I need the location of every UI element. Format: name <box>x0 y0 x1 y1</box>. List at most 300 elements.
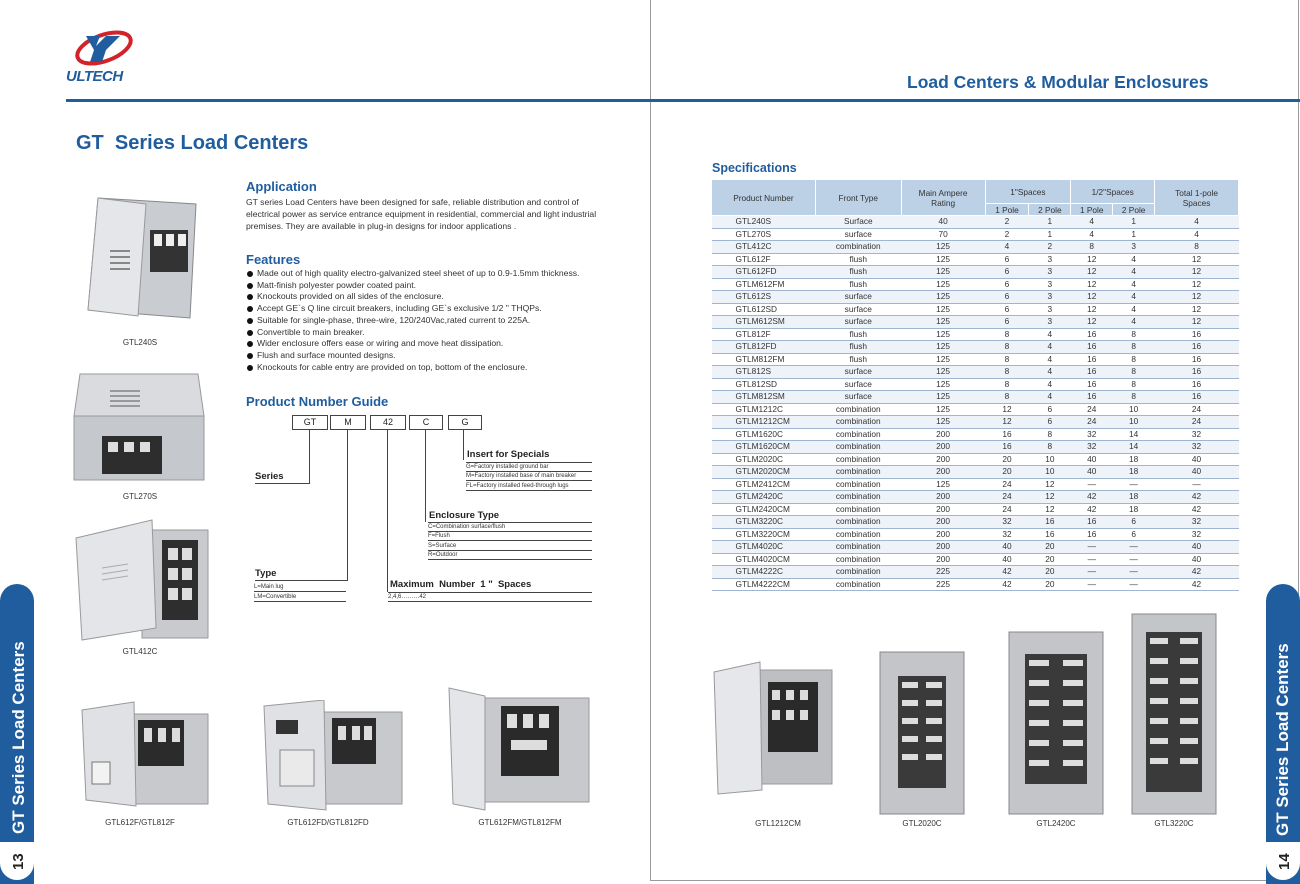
table-cell: 16 <box>1155 328 1239 341</box>
col-header-one-spaces: 1"Spaces <box>985 180 1071 204</box>
product-photo-gtl612f <box>78 700 210 810</box>
table-cell: 40 <box>1155 466 1239 479</box>
table-row <box>712 453 1239 466</box>
product-photo-gtl240s <box>78 190 198 325</box>
table-cell: 16 <box>1155 366 1239 379</box>
table-cell: 1 <box>1113 216 1155 229</box>
table-cell: 4 <box>1029 341 1071 354</box>
table-cell: combination <box>815 491 901 504</box>
feature-item: Matt-finish polyester powder coated paint. <box>246 280 606 292</box>
table-cell: 16 <box>1155 341 1239 354</box>
product-photo-gtl612fm <box>445 684 593 812</box>
table-cell: 200 <box>901 466 985 479</box>
table-cell: 32 <box>1155 528 1239 541</box>
table-cell: 1 <box>1029 216 1071 229</box>
product-photo-gtl1212cm <box>712 660 834 796</box>
table-cell: combination <box>815 578 901 591</box>
table-cell: 6 <box>985 253 1029 266</box>
table-cell: GTL240S <box>712 216 816 229</box>
table-cell: GTLM2420CM <box>712 503 816 516</box>
table-row <box>712 216 1239 229</box>
table-cell: flush <box>815 266 901 279</box>
table-cell: 24 <box>1155 416 1239 429</box>
table-cell: combination <box>815 466 901 479</box>
table-cell: 18 <box>1113 466 1155 479</box>
caption-gtl1212cm: GTL1212CM <box>755 819 801 828</box>
table-cell: GTL270S <box>712 228 816 241</box>
table-row <box>712 478 1239 491</box>
feature-item: Accept GE`s Q line circuit breakers, including GE`s exclusive 1/2 " THQPs. <box>246 303 606 315</box>
table-cell: 32 <box>1071 428 1113 441</box>
header-rule-left <box>66 99 650 102</box>
col-header-two-pole: 2 Pole <box>1113 204 1155 216</box>
table-body <box>712 216 1239 591</box>
guide-enclosure-opt: F=Flush <box>428 532 592 541</box>
table-row <box>712 341 1239 354</box>
table-cell: combination <box>815 553 901 566</box>
table-cell: — <box>1071 553 1113 566</box>
table-cell: — <box>1113 541 1155 554</box>
table-cell: 42 <box>985 578 1029 591</box>
table-row <box>712 278 1239 291</box>
guide-type-opt: L=Main lug <box>254 583 346 592</box>
side-tab-right-text: GT Series Load Centers <box>1273 643 1292 836</box>
guide-line <box>425 430 426 522</box>
table-cell: 42 <box>1155 491 1239 504</box>
table-cell: 16 <box>985 441 1029 454</box>
table-cell: 40 <box>1071 453 1113 466</box>
table-cell: 8 <box>1113 341 1155 354</box>
table-cell: GTL812FD <box>712 341 816 354</box>
table-cell: 42 <box>1071 491 1113 504</box>
table-cell: 125 <box>901 391 985 404</box>
table-row <box>712 316 1239 329</box>
table-cell: 16 <box>985 428 1029 441</box>
table-cell: 70 <box>901 228 985 241</box>
table-row <box>712 503 1239 516</box>
table-cell: 16 <box>1071 341 1113 354</box>
table-cell: GTLM1620C <box>712 428 816 441</box>
table-cell: GTL612S <box>712 291 816 304</box>
table-cell: 3 <box>1029 266 1071 279</box>
table-cell: combination <box>815 416 901 429</box>
page-title: GT Series Load Centers <box>76 132 309 154</box>
table-cell: 125 <box>901 303 985 316</box>
table-cell: 125 <box>901 241 985 254</box>
table-cell: 3 <box>1029 278 1071 291</box>
table-cell: 2 <box>1029 241 1071 254</box>
table-cell: 4 <box>1113 278 1155 291</box>
table-cell: 16 <box>1029 528 1071 541</box>
table-row <box>712 466 1239 479</box>
table-cell: 225 <box>901 578 985 591</box>
table-row <box>712 441 1239 454</box>
table-cell: 12 <box>1071 266 1113 279</box>
table-cell: 24 <box>1071 416 1113 429</box>
table-cell: 8 <box>985 391 1029 404</box>
table-cell: 125 <box>901 416 985 429</box>
guide-line <box>347 430 348 580</box>
table-cell: 20 <box>1029 541 1071 554</box>
caption-gtl2020c: GTL2020C <box>902 819 942 828</box>
brand-name: ULTECH <box>66 68 123 85</box>
table-cell: 4 <box>1071 216 1113 229</box>
table-cell: combination <box>815 441 901 454</box>
table-cell: 4 <box>1029 391 1071 404</box>
table-cell: 8 <box>985 353 1029 366</box>
table-cell: 125 <box>901 328 985 341</box>
col-header-half-spaces: 1/2"Spaces <box>1071 180 1155 204</box>
features-list <box>246 268 606 373</box>
table-row <box>712 491 1239 504</box>
table-cell: 16 <box>1071 378 1113 391</box>
table-cell: 42 <box>1155 503 1239 516</box>
table-cell: 32 <box>1155 516 1239 529</box>
table-cell: 200 <box>901 491 985 504</box>
table-cell: 12 <box>1071 303 1113 316</box>
table-cell: combination <box>815 403 901 416</box>
product-photo-gtl2020c <box>878 650 966 816</box>
table-cell: 40 <box>1155 553 1239 566</box>
table-cell: flush <box>815 341 901 354</box>
table-row <box>712 553 1239 566</box>
table-row <box>712 391 1239 404</box>
table-cell: 12 <box>1029 491 1071 504</box>
table-cell: 8 <box>1029 441 1071 454</box>
table-cell: 4 <box>1113 316 1155 329</box>
table-row <box>712 366 1239 379</box>
table-cell: 6 <box>985 291 1029 304</box>
table-cell: 1 <box>1029 228 1071 241</box>
table-row <box>712 541 1239 554</box>
table-cell: 24 <box>985 491 1029 504</box>
table-cell: 10 <box>1029 466 1071 479</box>
guide-type-label: Type <box>255 568 277 579</box>
table-cell: 8 <box>1113 378 1155 391</box>
table-cell: 8 <box>1155 241 1239 254</box>
col-header-two-pole: 2 Pole <box>1029 204 1071 216</box>
table-cell: 12 <box>1155 303 1239 316</box>
feature-item: Flush and surface mounted designs. <box>246 350 606 362</box>
table-cell: flush <box>815 353 901 366</box>
col-header-ampere: Main Ampere Rating <box>901 180 985 216</box>
table-cell: combination <box>815 503 901 516</box>
table-cell: 12 <box>1071 291 1113 304</box>
product-photo-gtl612fd <box>260 700 405 812</box>
table-cell: 3 <box>1029 291 1071 304</box>
table-cell: surface <box>815 316 901 329</box>
feature-item: Knockouts provided on all sides of the enclosure. <box>246 291 606 303</box>
product-photo-gtl270s <box>72 372 206 482</box>
table-cell: Surface <box>815 216 901 229</box>
table-row <box>712 403 1239 416</box>
page-number-right-text: 14 <box>1276 853 1293 870</box>
table-cell: 8 <box>1113 391 1155 404</box>
table-cell: 8 <box>985 341 1029 354</box>
guide-enclosure-opt: S=Surface <box>428 542 592 551</box>
table-cell: combination <box>815 541 901 554</box>
table-cell: 20 <box>1029 578 1071 591</box>
table-cell: GTLM4020CM <box>712 553 816 566</box>
table-cell: 20 <box>985 466 1029 479</box>
application-line: premises. They are available in plug-in designs for indoor applications . <box>246 220 517 231</box>
table-cell: 12 <box>1029 503 1071 516</box>
table-row <box>712 578 1239 591</box>
table-cell: 42 <box>1071 503 1113 516</box>
table-cell: 3 <box>1029 253 1071 266</box>
table-cell: 32 <box>985 516 1029 529</box>
table-cell: 42 <box>1155 566 1239 579</box>
table-cell: 16 <box>1071 353 1113 366</box>
table-cell: 40 <box>985 541 1029 554</box>
table-cell: 200 <box>901 528 985 541</box>
table-cell: 16 <box>1155 353 1239 366</box>
table-row <box>712 303 1239 316</box>
table-row <box>712 416 1239 429</box>
table-cell: flush <box>815 278 901 291</box>
table-cell: — <box>1113 566 1155 579</box>
table-cell: — <box>1155 478 1239 491</box>
side-tab-right <box>1266 584 1300 884</box>
table-cell: surface <box>815 366 901 379</box>
application-line: electrical power as service entrance equipment in residential, commercial and light industrial <box>246 208 597 219</box>
table-cell: GTL612FD <box>712 266 816 279</box>
table-cell: 10 <box>1029 453 1071 466</box>
guide-line <box>255 580 348 581</box>
table-cell: 4 <box>1113 291 1155 304</box>
table-cell: 16 <box>1071 366 1113 379</box>
table-cell: 125 <box>901 253 985 266</box>
guide-box-insert: G <box>448 415 482 430</box>
application-title: Application <box>246 179 317 194</box>
table-cell: 16 <box>1071 528 1113 541</box>
table-cell: 8 <box>1113 353 1155 366</box>
table-cell: GTL612F <box>712 253 816 266</box>
table-row <box>712 516 1239 529</box>
table-cell: 12 <box>1029 478 1071 491</box>
table-cell: 125 <box>901 366 985 379</box>
guide-line <box>463 430 464 460</box>
table-row <box>712 328 1239 341</box>
table-cell: flush <box>815 328 901 341</box>
table-cell: 24 <box>985 478 1029 491</box>
table-cell: 125 <box>901 378 985 391</box>
table-cell: GTLM1212CM <box>712 416 816 429</box>
product-photo-gtl412c <box>72 518 210 643</box>
header-right-title: Load Centers & Modular Enclosures <box>907 72 1209 92</box>
table-cell: 24 <box>1155 403 1239 416</box>
table-cell: 125 <box>901 341 985 354</box>
table-cell: 42 <box>1155 578 1239 591</box>
caption-gtl612fd: GTL612FD/GTL812FD <box>287 818 369 827</box>
table-cell: 16 <box>1155 378 1239 391</box>
table-cell: combination <box>815 528 901 541</box>
table-cell: GTLM1620CM <box>712 441 816 454</box>
product-photo-gtl3220c <box>1130 612 1218 816</box>
specifications-title: Specifications <box>712 161 797 175</box>
table-cell: 4 <box>1029 366 1071 379</box>
guide-line <box>309 430 310 483</box>
table-cell: 200 <box>901 441 985 454</box>
table-cell: 40 <box>1071 466 1113 479</box>
guide-insert-opt: FL=Factory installed feed-through lugs <box>466 482 592 491</box>
table-cell: combination <box>815 453 901 466</box>
table-cell: 12 <box>1155 316 1239 329</box>
ultech-logo-icon <box>66 28 146 68</box>
application-text <box>246 197 606 232</box>
table-cell: surface <box>815 303 901 316</box>
table-cell: GTLM812FM <box>712 353 816 366</box>
table-cell: GTLM2020C <box>712 453 816 466</box>
table-cell: 16 <box>1071 516 1113 529</box>
table-cell: 200 <box>901 453 985 466</box>
table-row <box>712 566 1239 579</box>
table-row <box>712 253 1239 266</box>
table-cell: combination <box>815 241 901 254</box>
table-cell: 4 <box>1155 228 1239 241</box>
table-cell: 12 <box>985 403 1029 416</box>
table-cell: 16 <box>1155 391 1239 404</box>
table-cell: 4 <box>1113 266 1155 279</box>
table-cell: flush <box>815 253 901 266</box>
table-row <box>712 228 1239 241</box>
table-cell: GTLM4222CM <box>712 578 816 591</box>
table-row <box>712 241 1239 254</box>
guide-insert-label: Insert for Specials <box>467 449 550 460</box>
table-cell: 32 <box>1155 428 1239 441</box>
table-cell: GTL812S <box>712 366 816 379</box>
guide-insert-opt: M=Factory installed base of main breaker <box>466 472 592 481</box>
guide-box-series: GT <box>292 415 328 430</box>
guide-enclosure-label: Enclosure Type <box>429 510 500 521</box>
table-cell: — <box>1113 553 1155 566</box>
table-cell: 32 <box>985 528 1029 541</box>
col-header-front: Front Type <box>815 180 901 216</box>
table-cell: surface <box>815 378 901 391</box>
table-cell: 12 <box>1155 253 1239 266</box>
table-cell: 24 <box>985 503 1029 516</box>
table-cell: combination <box>815 478 901 491</box>
table-cell: GTLM1212C <box>712 403 816 416</box>
col-header-total: Total 1-pole Spaces <box>1155 180 1239 216</box>
table-cell: 12 <box>1071 278 1113 291</box>
guide-max-opt: 2,4,6………42 <box>388 592 592 602</box>
table-cell: 40 <box>901 216 985 229</box>
table-cell: 12 <box>1155 278 1239 291</box>
table-row <box>712 528 1239 541</box>
table-cell: 6 <box>985 316 1029 329</box>
table-cell: 6 <box>1113 528 1155 541</box>
table-row <box>712 378 1239 391</box>
side-tab-left <box>0 584 34 884</box>
table-cell: 12 <box>1071 253 1113 266</box>
guide-box-enclosure: C <box>409 415 443 430</box>
table-cell: 6 <box>1029 416 1071 429</box>
table-cell: — <box>1071 478 1113 491</box>
table-cell: 8 <box>985 328 1029 341</box>
table-cell: GTLM612SM <box>712 316 816 329</box>
table-cell: 8 <box>1071 241 1113 254</box>
table-cell: 6 <box>985 278 1029 291</box>
table-cell: 6 <box>985 303 1029 316</box>
table-cell: 42 <box>985 566 1029 579</box>
table-cell: 40 <box>1155 541 1239 554</box>
table-cell: 40 <box>985 553 1029 566</box>
guide-enclosure-opt: C=Combination surface/flush <box>428 522 592 532</box>
caption-gtl3220c: GTL3220C <box>1154 819 1194 828</box>
table-cell: 125 <box>901 353 985 366</box>
table-cell: — <box>1071 578 1113 591</box>
table-cell: 6 <box>1113 516 1155 529</box>
table-cell: 10 <box>1113 403 1155 416</box>
table-cell: 8 <box>1029 428 1071 441</box>
table-cell: 24 <box>1071 403 1113 416</box>
table-cell: GTLM3220CM <box>712 528 816 541</box>
table-cell: GTL412C <box>712 241 816 254</box>
guide-insert-opt: G=Factory installed ground bar <box>466 462 592 472</box>
table-cell: 4 <box>1071 228 1113 241</box>
guide-line <box>387 430 388 592</box>
table-cell: 8 <box>985 378 1029 391</box>
table-cell: 12 <box>1155 291 1239 304</box>
table-row <box>712 266 1239 279</box>
col-header-one-pole: 1 Pole <box>985 204 1029 216</box>
feature-item: Convertible to main breaker. <box>246 327 606 339</box>
table-cell: combination <box>815 428 901 441</box>
table-cell: GTL812F <box>712 328 816 341</box>
table-cell: combination <box>815 516 901 529</box>
table-cell: 16 <box>1029 516 1071 529</box>
table-cell: 12 <box>1071 316 1113 329</box>
table-cell: 125 <box>901 291 985 304</box>
table-row <box>712 353 1239 366</box>
table-cell: 4 <box>1029 328 1071 341</box>
caption-gtl412c: GTL412C <box>122 647 158 656</box>
col-header-one-pole: 1 Pole <box>1071 204 1113 216</box>
page-number-right <box>1266 842 1300 880</box>
features-title: Features <box>246 252 301 267</box>
table-cell: GTLM2020CM <box>712 466 816 479</box>
caption-gtl2420c: GTL2420C <box>1036 819 1076 828</box>
table-cell: 200 <box>901 516 985 529</box>
feature-item: Suitable for single-phase, three-wire, 120/240Vac,rated current to 225A. <box>246 315 606 327</box>
guide-enclosure-opt: R=Outdoor <box>428 551 592 560</box>
table-cell: GTLM812SM <box>712 391 816 404</box>
table-cell: 3 <box>1113 241 1155 254</box>
table-cell: GTL612SD <box>712 303 816 316</box>
table-cell: 200 <box>901 503 985 516</box>
caption-gtl240s: GTL240S <box>122 338 158 347</box>
table-cell: 200 <box>901 428 985 441</box>
table-cell: 32 <box>1155 441 1239 454</box>
table-cell: combination <box>815 566 901 579</box>
table-cell: 2 <box>985 216 1029 229</box>
table-cell: 18 <box>1113 491 1155 504</box>
table-cell: 200 <box>901 541 985 554</box>
table-cell: 18 <box>1113 503 1155 516</box>
table-cell: 40 <box>1155 453 1239 466</box>
header-rule-right <box>650 99 1300 102</box>
product-photo-gtl2420c <box>1007 630 1105 816</box>
table-cell: 32 <box>1071 441 1113 454</box>
table-cell: 12 <box>1155 266 1239 279</box>
table-cell: 8 <box>1113 366 1155 379</box>
table-cell: 4 <box>985 241 1029 254</box>
caption-gtl270s: GTL270S <box>122 492 158 501</box>
table-cell: 18 <box>1113 453 1155 466</box>
table-cell: GTLM4222C <box>712 566 816 579</box>
caption-gtl612f: GTL612F/GTL812F <box>105 818 175 827</box>
